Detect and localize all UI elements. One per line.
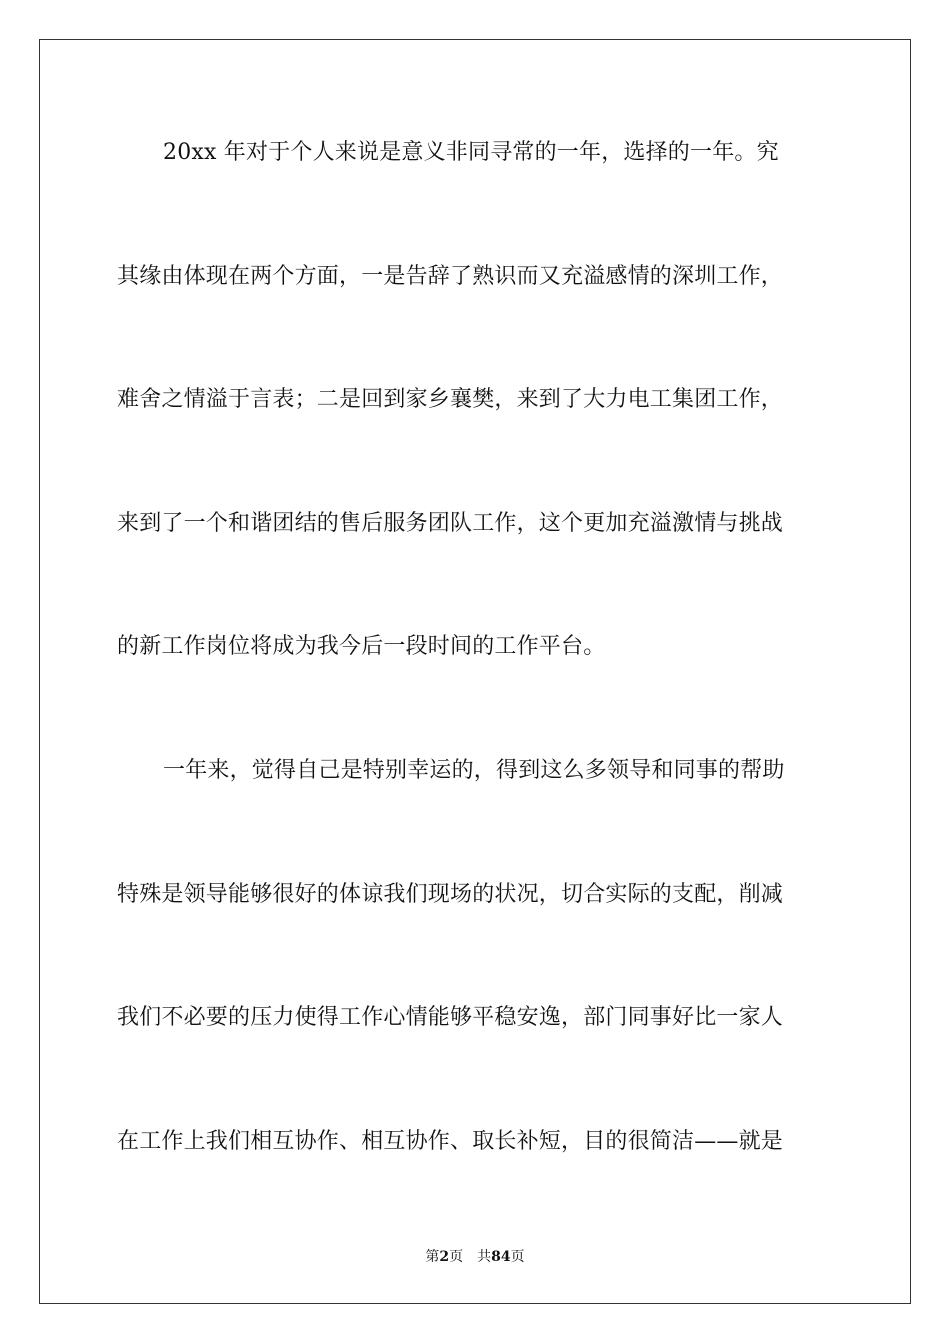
footer-page-suffix: 页 (449, 1249, 464, 1265)
page-footer (0, 1247, 950, 1267)
page-frame (39, 39, 911, 1304)
text-line-3: 难舍之情溢于言表；二是回到家乡襄樊，来到了大力电工集团工作， (117, 387, 784, 412)
text-line-6: 一年来，觉得自己是特别幸运的，得到这么多领导和同事的帮助 (163, 758, 785, 783)
text-line-1: 20xx 年对于个人来说是意义非同寻常的一年，选择的一年。究 (163, 140, 779, 165)
footer-page-prefix: 第 (425, 1249, 440, 1265)
footer-total-prefix: 共 (477, 1249, 492, 1265)
text-line-4: 来到了一个和谐团结的售后服务团队工作，这个更加充溢激情与挑战 (117, 511, 784, 536)
text-line-5: 的新工作岗位将成为我今后一段时间的工作平台。 (117, 634, 606, 659)
text-line-2: 其缘由体现在两个方面，一是告辞了熟识而又充溢感情的深圳工作， (117, 264, 784, 289)
footer-page-number: 2 (439, 1249, 450, 1265)
text-line-7: 特殊是领导能够很好的体谅我们现场的状况，切合实际的支配，削减 (117, 882, 784, 907)
text-line-8: 我们不必要的压力使得工作心情能够平稳安逸，部门同事好比一家人 (117, 1005, 784, 1030)
text-line-9: 在工作上我们相互协作、相互协作、取长补短，目的很简洁——就是 (117, 1129, 784, 1154)
footer-total-suffix: 页 (510, 1249, 525, 1265)
footer-total-number: 84 (491, 1249, 511, 1265)
